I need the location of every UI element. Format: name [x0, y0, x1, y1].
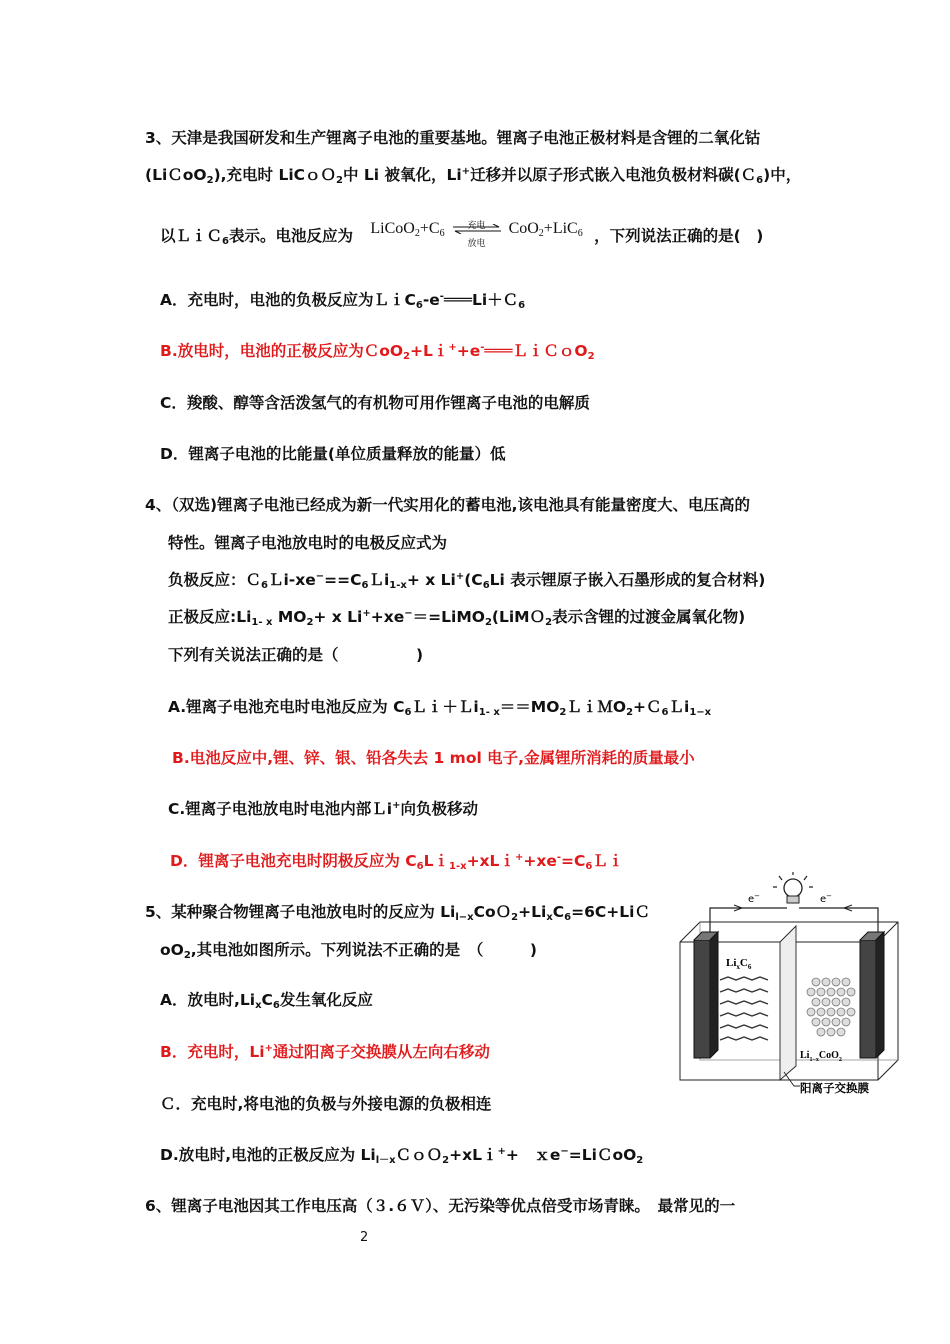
q3-option-a: A．充电时，电池的负极反应为ＬｉC$_6$-e-═══Li＋Ｃ$_6$: [160, 291, 526, 311]
q5-stem-line1: 5、某种聚合物锂离子电池放电时的反应为 $Li_{l-x}CoO_2+Li_xC_6=6C+LiC$: [145, 903, 650, 923]
page-number: 2: [360, 1230, 369, 1245]
battery-reaction-equation: $LiCoO_2+C_6$ 充电 放电 CoO$_2$+LiC$_6$: [370, 220, 583, 249]
graphite-layers: [720, 977, 768, 1040]
svg-text:e−: e−: [820, 892, 833, 905]
q4-option-b: B.电池反应中,锂、锌、银、铅各失去 1 mol 电子,金属锂所消耗的质量最小: [172, 749, 695, 767]
light-bulb-icon: [773, 872, 813, 903]
q3-option-d: D．锂离子电池的比能量(单位质量释放的能量）低: [160, 445, 506, 463]
q3-option-c: C．羧酸、醇等含活泼氢气的有机物可用作锂离子电池的电解质: [160, 394, 590, 412]
svg-text:e−: e−: [748, 892, 761, 905]
cobalt-oxide-lattice: [807, 978, 855, 1036]
q4-stem-line2: 特性。锂离子电池放电时的电极反应式为: [168, 534, 448, 552]
q5-option-a: A．放电时$,Li_xC_6$发生氧化反应: [160, 991, 373, 1011]
svg-text:阳离子交换膜: 阳离子交换膜: [800, 1081, 869, 1095]
q4-negative-reaction: 负极反应：$C_6Li-xe^-==C_6Li_{1-x}+ x$ $Li^+(C_6Li$ 表示锂原子嵌入石墨形成的复合材料): [168, 571, 766, 591]
q3-option-b: B.放电时，电池的正极反应为ＣoO$_2$+Lｉ++e-═══ＬｉＣｏO$_2$: [160, 342, 595, 362]
q5-stem-line2: $oO_2$,其电池如图所示。下列说法不正确的是 （ ): [160, 941, 538, 961]
q4-option-c: C.锂离子电池放电时电池内部Ｌi+向负极移动: [168, 800, 478, 818]
q4-option-a: A.锂离子电池充电时电池反应为 $C_6Li+Li_{1- x}==MO_2LiMO_2+C_6Li_{1-x}$: [168, 698, 712, 718]
q5-option-b: B．充电时，Li+通过阳离子交换膜从左向右移动: [160, 1043, 490, 1061]
q5-option-c: Ｃ．充电时,将电池的负极与外接电源的负极相连: [160, 1095, 492, 1113]
reversible-arrow-icon: 充电 放电: [451, 220, 503, 240]
q4-stem-question: 下列有关说法正确的是（ ): [168, 646, 424, 664]
q4-positive-reaction: 正极反应$:Li_{1- x}$ $MO_2+ x$ Li++xe−＝=LiMO$_2$(LiMＯ$_2$表示含锂的过渡金属氧化物): [168, 608, 746, 628]
q4-option-d: D．锂离子电池充电时阴极反应为 $C_6Li_{1-x}+xLi^++xe^-=C_6Li$: [170, 852, 624, 872]
q6-stem-line1: 6、锂离子电池因其工作电压高（３.６Ｖ）、无污染等优点倍受市场青睐。 最常见的一: [145, 1197, 736, 1215]
q3-stem-line3: 以ＬｉＣ$_6$表示。电池反应为 $LiCoO_2+C_6$ 充电 放电 CoO$_2$+LiC$_6$ ，下列说法正确的是( ): [160, 220, 764, 249]
svg-text:Li1−xCoO2: $Li_{1-x}CoO_2$: [800, 1050, 842, 1063]
svg-text:LixC6: $Li_xC_6$: [726, 957, 752, 971]
q3-stem-line2: (LiＣoO$_2$),充电时 LiCｏＯ$_2$中 Li 被氧化，Li+迁移并以原子形式嵌入电池负极材料碳(Ｃ$_6$)中，: [145, 166, 802, 186]
q3-stem-line1: 3、天津是我国研发和生产锂离子电池的重要基地。锂离子电池正极材料是含锂的二氧化钴: [145, 129, 761, 147]
lithium-battery-diagram: [676, 872, 908, 1108]
q5-option-d: D.放电时,电池的正极反应为 $Li_{l-x}CoO_2+xLi^++$ ｘe−=LiＣoO$_2$: [160, 1146, 644, 1166]
q4-stem-line1: 4、（双选)锂离子电池已经成为新一代实用化的蓄电池,该电池具有能量密度大、电压高的: [145, 496, 751, 514]
